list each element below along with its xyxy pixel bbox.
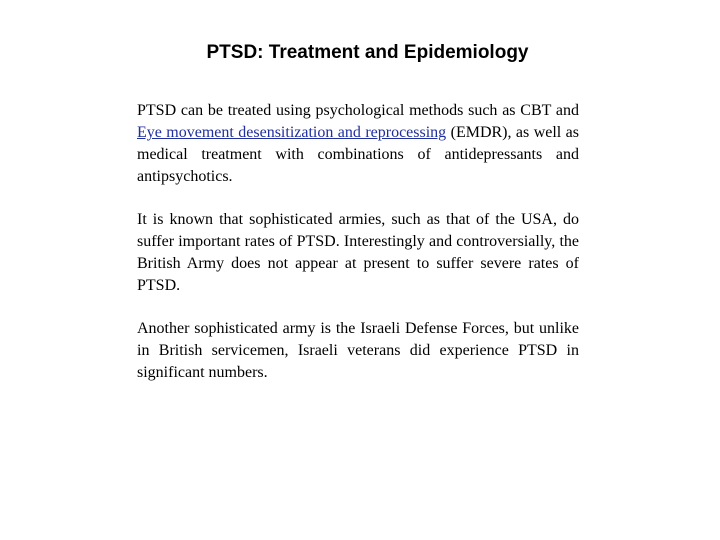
emdr-link[interactable]: Eye movement desensitization and reprocessing bbox=[137, 124, 447, 141]
slide-title: PTSD: Treatment and Epidemiology bbox=[206, 42, 529, 63]
slide-body bbox=[137, 100, 579, 405]
paragraph-treatment bbox=[137, 100, 579, 188]
paragraph-treatment-text-end: (EMDR), as well as medical treatment with combinations of antidepressants and antipsychotics. bbox=[137, 124, 579, 185]
paragraph-treatment-text-start: PTSD can be treated using psychological methods such as CBT and bbox=[137, 102, 579, 119]
paragraph-israeli: Another sophisticated army is the Israeli Defense Forces, but unlike in British servicemen, Israeli veterans did experience PTSD in significant numbers. bbox=[137, 320, 579, 381]
paragraph-armies: It is known that sophisticated armies, such as that of the USA, do suffer important rates of PTSD. Interestingly and controversially, the British Army does not appear at present to suffer severe rates of PTSD. bbox=[137, 211, 579, 294]
